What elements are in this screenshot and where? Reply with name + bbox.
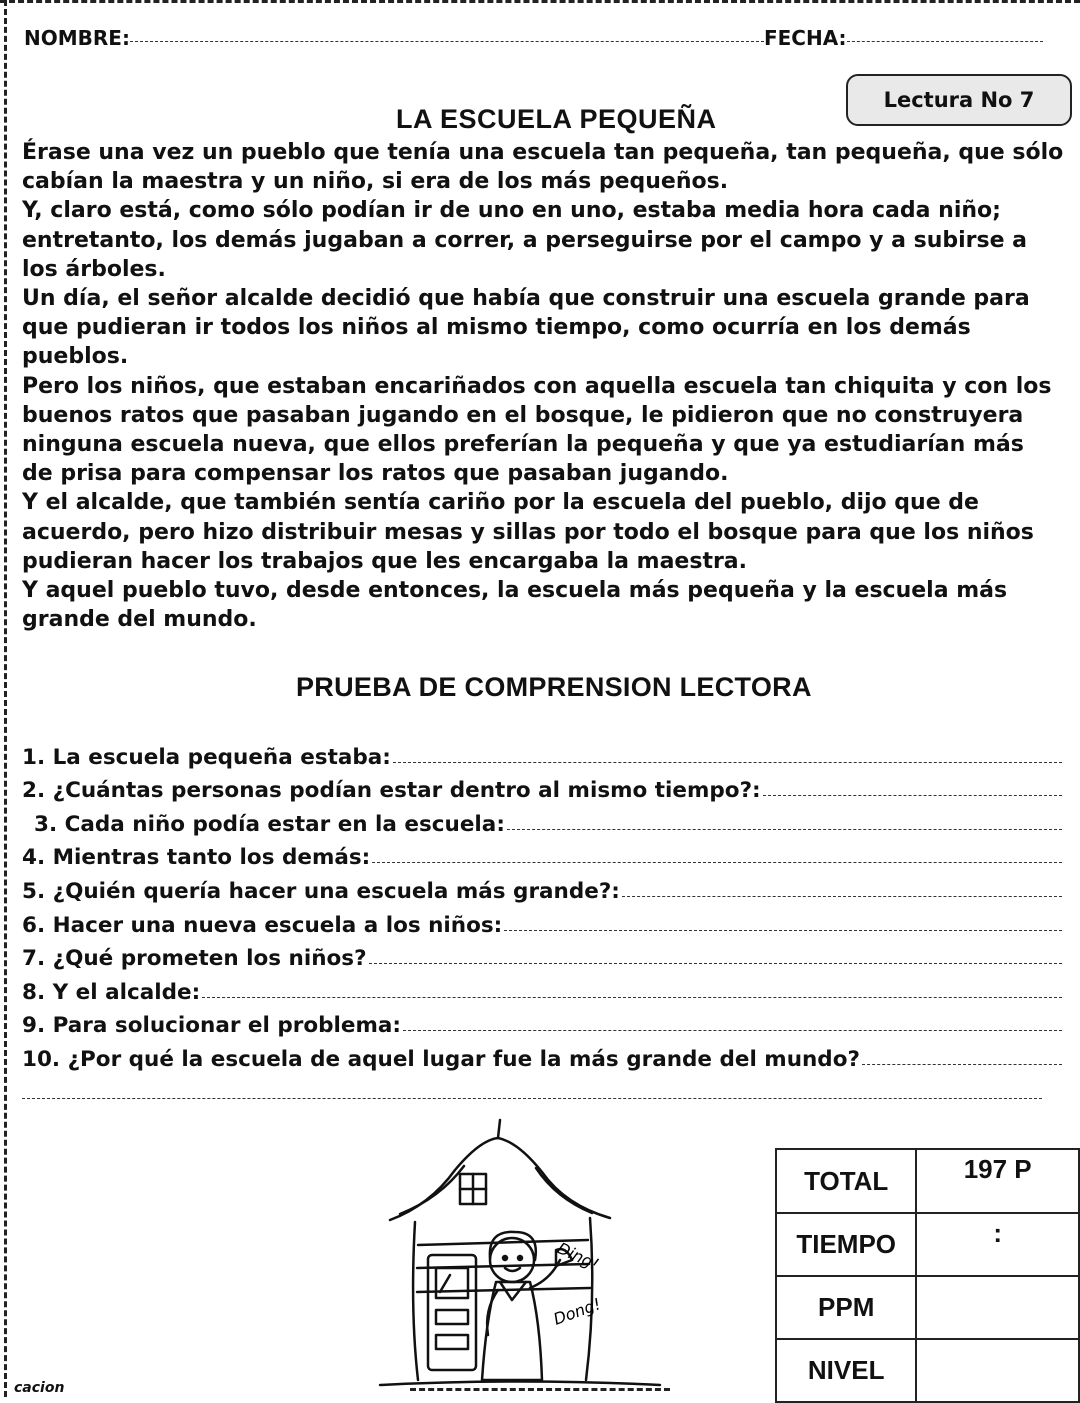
ding-text: Ding! (554, 1238, 602, 1275)
dashed-border-top (0, 0, 1080, 3)
name-field[interactable] (130, 35, 764, 42)
answer-line[interactable] (763, 795, 1062, 796)
roof-spire (498, 1120, 500, 1138)
school-house-illustration (360, 1110, 690, 1397)
story-line: grande del mundo. (22, 607, 257, 633)
question-item (22, 1038, 1062, 1072)
date-field[interactable] (847, 35, 1043, 42)
story-line: pueblos. (22, 344, 129, 370)
story-line: Pero los niños, que estaban encariñados con aquella escuela tan chiquita y con los (22, 373, 1052, 399)
question-list (22, 736, 1062, 1099)
question-text: 3. Cada niño podía estar en la escuela: (34, 811, 505, 837)
story-title: LA ESCUELA PEQUEÑA (396, 104, 717, 134)
story-line: de prisa para compensar los ratos que pasaban jugando. (22, 461, 729, 487)
score-table (775, 1148, 1080, 1403)
story-line: cabían la maestra y un niño, si era de los más pequeños. (22, 169, 729, 195)
dong-text: Dong! (550, 1294, 604, 1329)
question-text: 2. ¿Cuántas personas podían estar dentro al mismo tiempo?: (22, 778, 761, 804)
teacher-body (482, 1282, 542, 1380)
score-row (776, 1276, 1079, 1339)
story-line: pudieran hacer los trabajos que les encargaba la maestra. (22, 548, 748, 574)
story-line: Un día, el señor alcalde decidió que había que construir una escuela grande para (22, 286, 1030, 312)
question-text: 1. La escuela pequeña estaba: (22, 744, 391, 770)
footer-dashes (410, 1388, 670, 1391)
question-text: 4. Mientras tanto los demás: (22, 845, 371, 871)
dashed-border-left (4, 0, 7, 1397)
score-row (776, 1213, 1079, 1276)
story-line: ninguna escuela nueva, que ellos preferían la pequeña y que ya estudiarían más (22, 432, 1024, 458)
score-row (776, 1149, 1079, 1213)
score-value[interactable]: : (916, 1213, 1079, 1276)
score-label: NIVEL (776, 1339, 916, 1402)
score-label: TOTAL (776, 1149, 916, 1213)
answer-line[interactable] (393, 762, 1062, 763)
header-row (24, 20, 1064, 50)
answer-line[interactable] (622, 896, 1062, 897)
story-line: los árboles. (22, 256, 166, 282)
story-line: entretanto, los demás jugaban a correr, a perseguirse por el campo y a subirse a (22, 227, 1028, 253)
question-item (22, 938, 1062, 972)
story-line: buenos ratos que pasaban jugando en el bosque, le pidieron que no construyera (22, 402, 1024, 428)
reading-number-badge: Lectura No 7 (846, 74, 1072, 126)
answer-line[interactable] (507, 829, 1062, 830)
footer-mark: cacion (14, 1380, 65, 1396)
score-label: PPM (776, 1276, 916, 1339)
story-line: que pudieran ir todos los niños al mismo tiempo, como ocurría en los demás (22, 315, 971, 341)
answer-line[interactable] (372, 862, 1062, 863)
story-line: Y aquel pueblo tuvo, desde entonces, la escuela más pequeña y la escuela más (22, 578, 1008, 604)
question-text: 7. ¿Qué prometen los niños? (22, 946, 367, 972)
teacher-head (490, 1238, 534, 1282)
answer-line[interactable] (504, 930, 1062, 931)
question-item (22, 736, 1062, 770)
question-item (22, 770, 1062, 804)
question-item (22, 870, 1062, 904)
answer-line-extra[interactable] (22, 1072, 1042, 1099)
score-row (776, 1339, 1079, 1402)
question-text: 6. Hacer una nueva escuela a los niños: (22, 912, 503, 938)
story-line: acuerdo, pero hizo distribuir mesas y sillas por todo el bosque para que los niños (22, 519, 1034, 545)
answer-line[interactable] (403, 1030, 1062, 1031)
question-item (22, 971, 1062, 1005)
question-item (22, 904, 1062, 938)
answer-line[interactable] (369, 963, 1062, 964)
question-text: 10. ¿Por qué la escuela de aquel lugar fue la más grande del mundo? (22, 1046, 860, 1072)
answer-line[interactable] (202, 997, 1062, 998)
roof-outline (390, 1138, 610, 1220)
date-label: FECHA: (763, 26, 847, 50)
question-item (22, 803, 1062, 837)
score-value[interactable]: 197 P (916, 1149, 1079, 1213)
name-label: NOMBRE: (24, 26, 130, 50)
score-value[interactable] (916, 1339, 1079, 1402)
question-text: 9. Para solucionar el problema: (22, 1013, 401, 1039)
question-text: 8. Y el alcalde: (22, 979, 201, 1005)
story-text (22, 138, 1072, 634)
answer-line[interactable] (862, 1064, 1062, 1065)
score-label: TIEMPO (776, 1213, 916, 1276)
test-title: PRUEBA DE COMPRENSION LECTORA (296, 672, 812, 702)
door-window (436, 1268, 468, 1298)
story-line: Érase una vez un pueblo que tenía una escuela tan pequeña, tan pequeña, que sólo (22, 140, 1064, 165)
story-line: Y, claro está, como sólo podían ir de uno en uno, estaba media hora cada niño; (22, 198, 1001, 224)
story-line: Y el alcalde, que también sentía cariño por la escuela del pueblo, dijo que de (22, 490, 979, 516)
roof-trim (400, 1166, 592, 1214)
question-text: 5. ¿Quién quería hacer una escuela más grande?: (22, 878, 620, 904)
question-item (22, 837, 1062, 871)
question-item (22, 1005, 1062, 1039)
score-value[interactable] (916, 1276, 1079, 1339)
